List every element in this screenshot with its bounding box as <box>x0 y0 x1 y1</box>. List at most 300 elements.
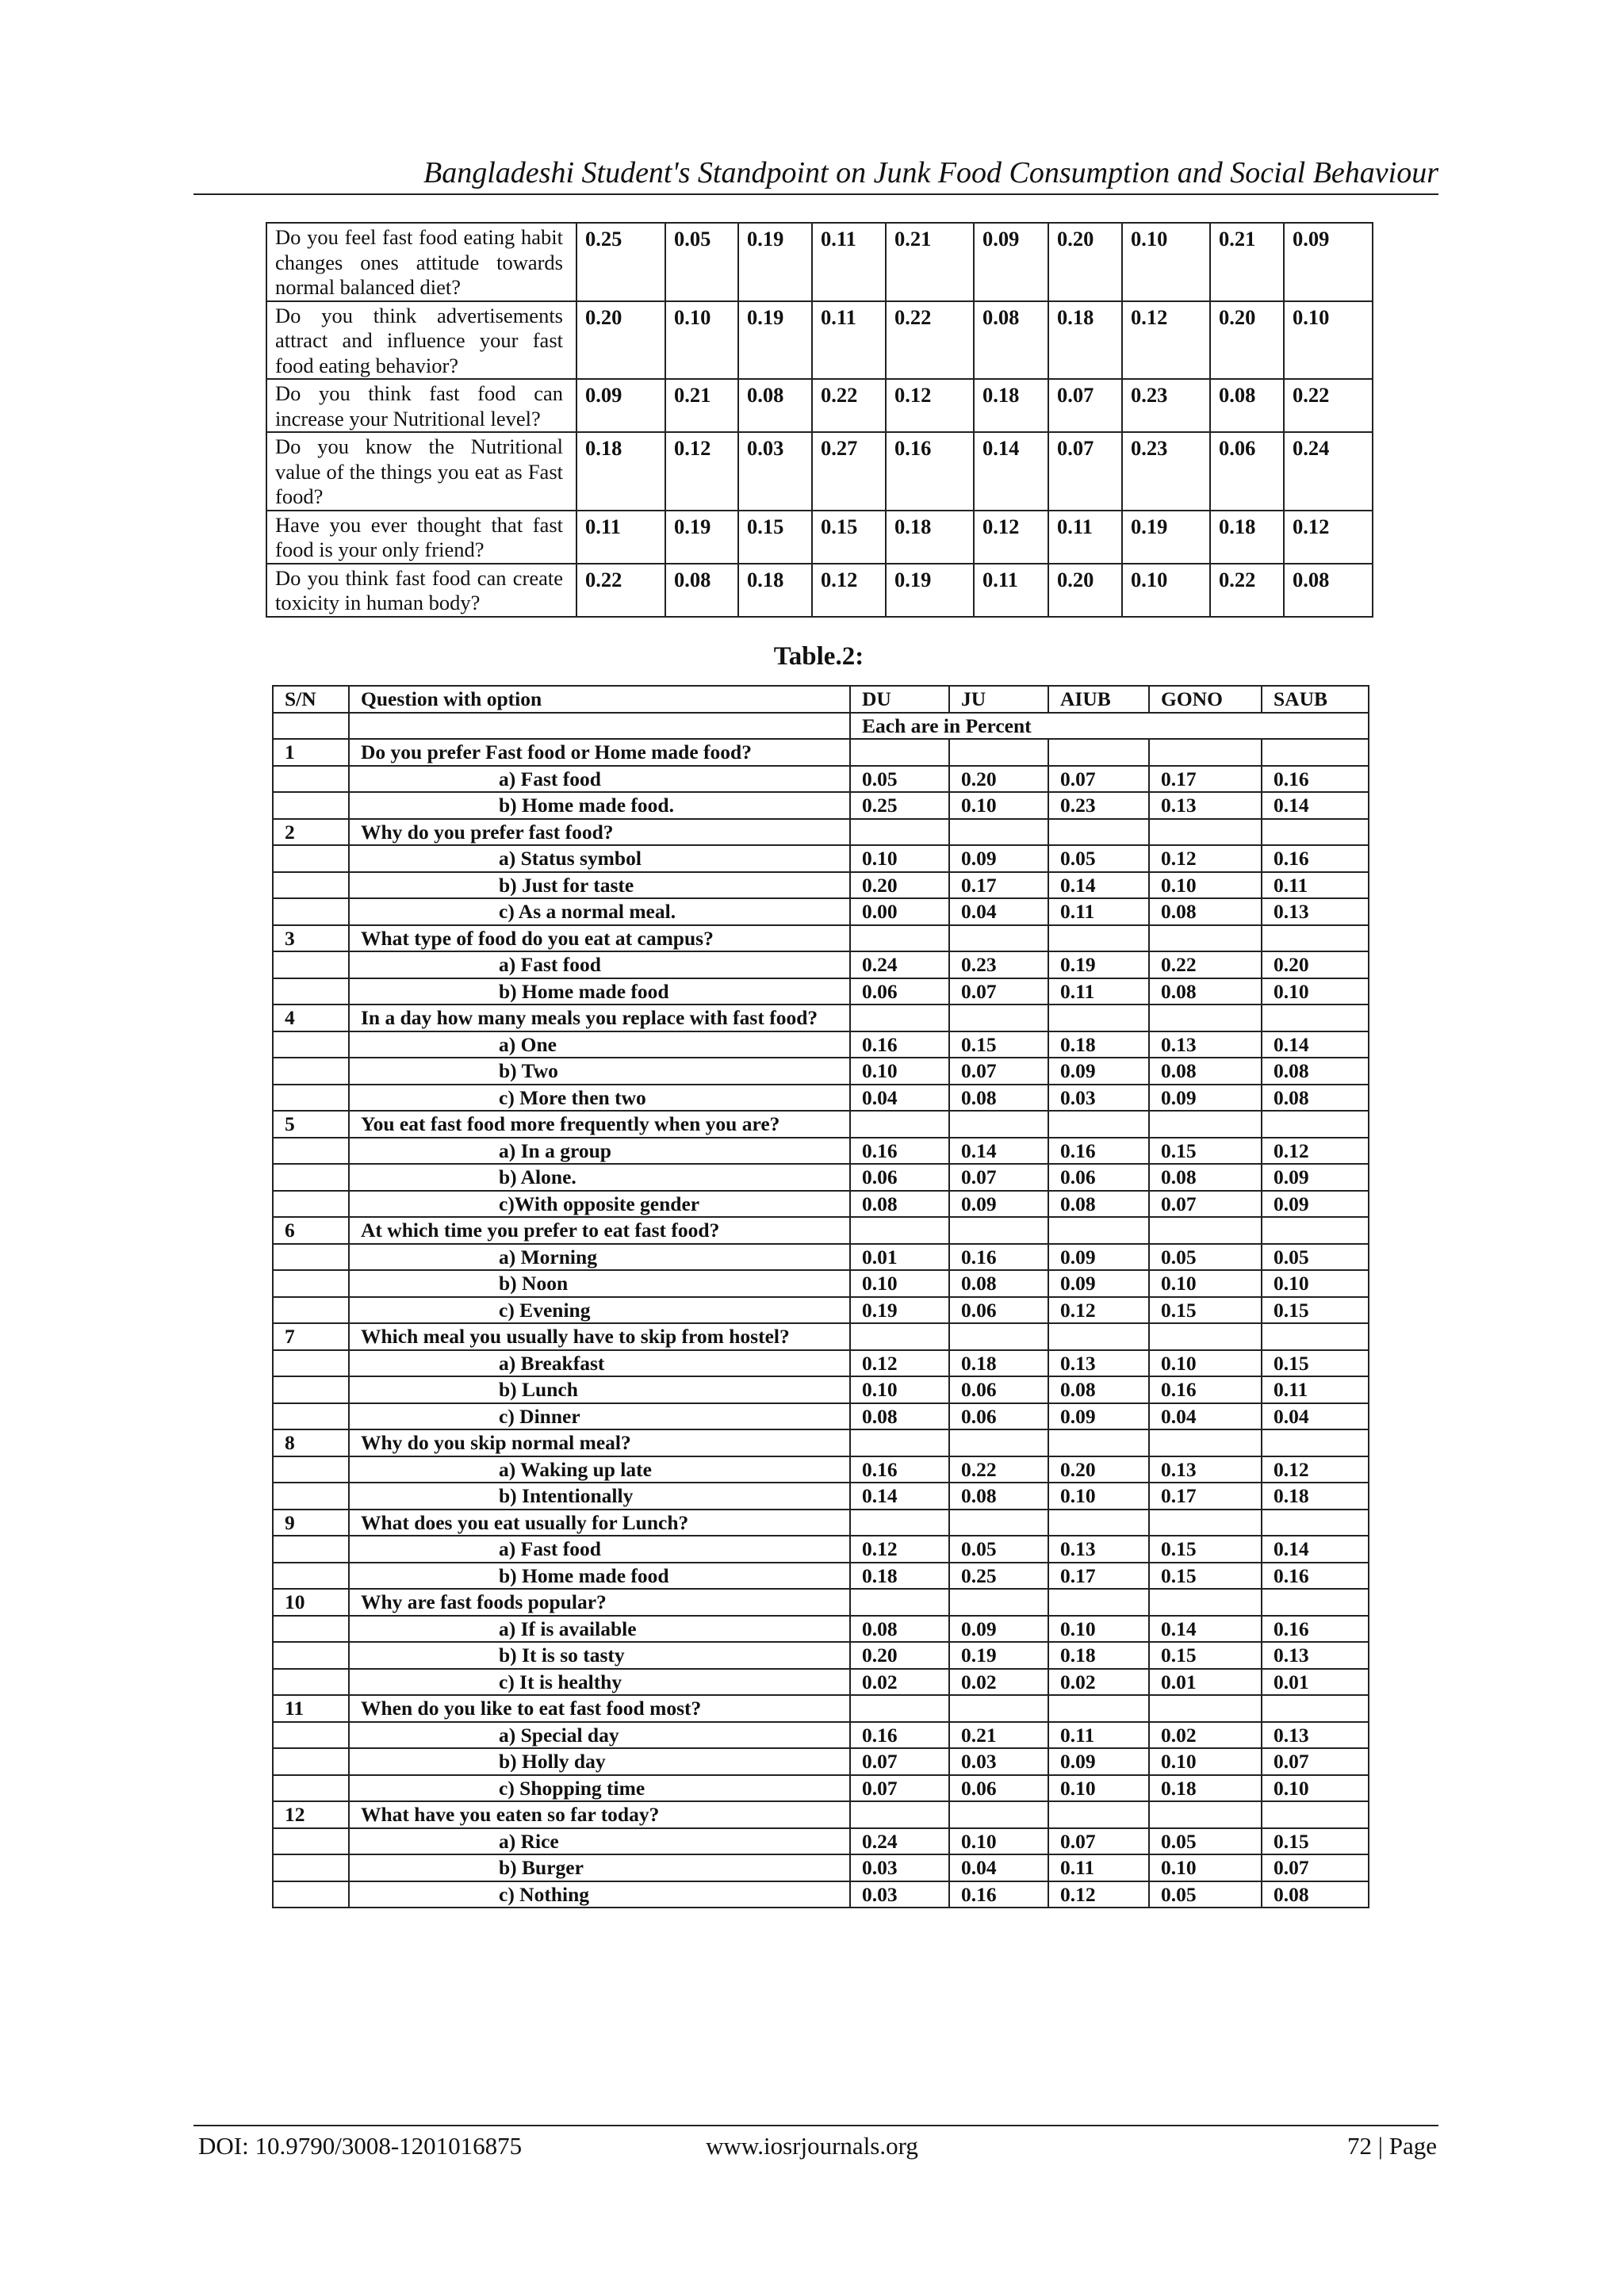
value-cell: 0.07 <box>850 1775 949 1802</box>
header-ju: JU <box>949 686 1048 713</box>
empty-cell <box>1262 925 1369 952</box>
value-cell: 0.05 <box>665 223 738 301</box>
value-cell: 0.19 <box>665 511 738 564</box>
value-cell: 0.08 <box>1210 379 1284 432</box>
value-cell: 0.19 <box>738 223 812 301</box>
table-row <box>266 564 1373 617</box>
question-row <box>273 1429 1369 1456</box>
value-cell: 0.14 <box>1262 792 1369 819</box>
option-row <box>273 1297 1369 1324</box>
empty-cell <box>1262 1111 1369 1138</box>
empty-cell <box>1048 1111 1149 1138</box>
question-cell: Do you think fast food can increase your Nutritional level? <box>266 379 576 432</box>
value-cell: 0.09 <box>1048 1244 1149 1271</box>
empty-cell <box>949 1323 1048 1350</box>
value-cell: 0.11 <box>974 564 1048 617</box>
option-row <box>273 1244 1369 1271</box>
empty-cell <box>273 845 349 872</box>
option-row <box>273 1536 1369 1563</box>
question-cell: Do you feel fast food eating habit changes ones attitude towards normal balanced diet? <box>266 223 576 301</box>
empty-cell <box>1262 1217 1369 1244</box>
value-cell: 0.09 <box>974 223 1048 301</box>
table-row <box>266 379 1373 432</box>
header-aiub: AIUB <box>1048 686 1149 713</box>
question-cell: What type of food do you eat at campus? <box>349 925 850 952</box>
value-cell: 0.15 <box>1149 1297 1262 1324</box>
value-cell: 0.20 <box>1048 564 1122 617</box>
value-cell: 0.16 <box>850 1031 949 1058</box>
value-cell: 0.23 <box>1122 379 1210 432</box>
value-cell: 0.06 <box>949 1403 1048 1430</box>
value-cell: 0.12 <box>1149 845 1262 872</box>
empty-cell <box>1262 1004 1369 1031</box>
option-cell: a) In a group <box>349 1138 850 1165</box>
empty-cell <box>949 1510 1048 1536</box>
value-cell: 0.19 <box>850 1297 949 1324</box>
value-cell: 0.07 <box>949 1164 1048 1191</box>
empty-cell <box>1048 1589 1149 1616</box>
option-cell: c) Dinner <box>349 1403 850 1430</box>
value-cell: 0.16 <box>1262 766 1369 793</box>
value-cell: 0.04 <box>949 1854 1048 1881</box>
value-cell: 0.18 <box>1048 1642 1149 1669</box>
empty-cell <box>1149 1111 1262 1138</box>
value-cell: 0.14 <box>1149 1616 1262 1643</box>
value-cell: 0.12 <box>665 432 738 511</box>
value-cell: 0.08 <box>1149 1164 1262 1191</box>
header-sn: S/N <box>273 686 349 713</box>
option-row <box>273 1483 1369 1510</box>
sn-cell: 6 <box>273 1217 349 1244</box>
empty-cell <box>850 1801 949 1828</box>
value-cell: 0.13 <box>1262 1722 1369 1749</box>
option-cell: a) Waking up late <box>349 1456 850 1483</box>
value-cell: 0.04 <box>1262 1403 1369 1430</box>
value-cell: 0.19 <box>1048 951 1149 978</box>
value-cell: 0.18 <box>850 1563 949 1590</box>
empty-cell <box>850 925 949 952</box>
value-cell: 0.22 <box>576 564 665 617</box>
value-cell: 0.15 <box>1262 1828 1369 1855</box>
empty-cell <box>273 1058 349 1085</box>
value-cell: 0.25 <box>850 792 949 819</box>
value-cell: 0.13 <box>1262 1642 1369 1669</box>
empty-cell <box>273 1164 349 1191</box>
value-cell: 0.16 <box>949 1244 1048 1271</box>
empty-cell <box>1149 1323 1262 1350</box>
question-row <box>273 1004 1369 1031</box>
empty-cell <box>273 1642 349 1669</box>
value-cell: 0.07 <box>1048 432 1122 511</box>
value-cell: 0.03 <box>738 432 812 511</box>
value-cell: 0.21 <box>886 223 974 301</box>
value-cell: 0.16 <box>1048 1138 1149 1165</box>
option-row <box>273 792 1369 819</box>
option-cell: c) Shopping time <box>349 1775 850 1802</box>
option-cell: b) Intentionally <box>349 1483 850 1510</box>
value-cell: 0.16 <box>1262 1616 1369 1643</box>
value-cell: 0.15 <box>1262 1297 1369 1324</box>
value-cell: 0.03 <box>949 1748 1048 1775</box>
value-cell: 0.11 <box>1262 872 1369 899</box>
empty-cell <box>850 1510 949 1536</box>
value-cell: 0.14 <box>1262 1031 1369 1058</box>
empty-cell <box>1262 1801 1369 1828</box>
empty-cell <box>850 1429 949 1456</box>
empty-cell <box>1149 739 1262 766</box>
value-cell: 0.17 <box>1149 1483 1262 1510</box>
value-cell: 0.12 <box>886 379 974 432</box>
empty-cell <box>273 872 349 899</box>
value-cell: 0.09 <box>1048 1270 1149 1297</box>
question-row <box>273 1217 1369 1244</box>
empty-cell <box>949 1589 1048 1616</box>
option-cell: a) Fast food <box>349 766 850 793</box>
value-cell: 0.24 <box>1284 432 1373 511</box>
option-cell: b) Holly day <box>349 1748 850 1775</box>
option-cell: a) Fast food <box>349 951 850 978</box>
table-row <box>266 511 1373 564</box>
empty-cell <box>1149 1217 1262 1244</box>
empty-cell <box>949 1217 1048 1244</box>
question-cell: Which meal you usually have to skip from hostel? <box>349 1323 850 1350</box>
table-row <box>266 432 1373 511</box>
option-row <box>273 1164 1369 1191</box>
sn-cell: 8 <box>273 1429 349 1456</box>
value-cell: 0.14 <box>1262 1536 1369 1563</box>
option-row <box>273 1642 1369 1669</box>
empty-cell <box>1262 1323 1369 1350</box>
header-rule <box>193 193 1438 195</box>
value-cell: 0.10 <box>665 301 738 380</box>
header-saub: SAUB <box>1262 686 1369 713</box>
option-cell: b) Just for taste <box>349 872 850 899</box>
value-cell: 0.21 <box>665 379 738 432</box>
value-cell: 0.10 <box>1149 1270 1262 1297</box>
option-row <box>273 1456 1369 1483</box>
empty-cell <box>949 1429 1048 1456</box>
value-cell: 0.06 <box>949 1297 1048 1324</box>
empty-cell <box>949 925 1048 952</box>
value-cell: 0.05 <box>1149 1881 1262 1908</box>
option-cell: a) Morning <box>349 1244 850 1271</box>
value-cell: 0.10 <box>949 792 1048 819</box>
question-cell: Why do you prefer fast food? <box>349 819 850 846</box>
value-cell: 0.05 <box>949 1536 1048 1563</box>
table-1-continuation <box>266 222 1373 618</box>
question-row <box>273 739 1369 766</box>
value-cell: 0.11 <box>1048 1722 1149 1749</box>
value-cell: 0.13 <box>1149 1456 1262 1483</box>
option-row <box>273 766 1369 793</box>
empty-cell <box>273 1669 349 1696</box>
value-cell: 0.20 <box>576 301 665 380</box>
value-cell: 0.17 <box>1149 766 1262 793</box>
value-cell: 0.07 <box>1048 766 1149 793</box>
value-cell: 0.19 <box>1122 511 1210 564</box>
value-cell: 0.22 <box>1284 379 1373 432</box>
value-cell: 0.10 <box>1048 1483 1149 1510</box>
empty-cell <box>949 1801 1048 1828</box>
value-cell: 0.15 <box>1149 1642 1262 1669</box>
value-cell: 0.09 <box>1149 1085 1262 1112</box>
option-row <box>273 1828 1369 1855</box>
empty-cell <box>273 766 349 793</box>
empty-cell <box>273 1244 349 1271</box>
value-cell: 0.12 <box>1262 1138 1369 1165</box>
option-cell: b) Alone. <box>349 1164 850 1191</box>
value-cell: 0.08 <box>949 1483 1048 1510</box>
empty-cell <box>850 1695 949 1722</box>
empty-cell <box>949 819 1048 846</box>
value-cell: 0.20 <box>1262 951 1369 978</box>
empty-cell <box>850 819 949 846</box>
question-cell: What have you eaten so far today? <box>349 1801 850 1828</box>
value-cell: 0.12 <box>1262 1456 1369 1483</box>
option-row <box>273 1191 1369 1218</box>
empty-cell <box>273 1376 349 1403</box>
value-cell: 0.09 <box>1048 1058 1149 1085</box>
empty-cell <box>273 1616 349 1643</box>
value-cell: 0.07 <box>1149 1191 1262 1218</box>
value-cell: 0.15 <box>1149 1536 1262 1563</box>
value-cell: 0.13 <box>1048 1350 1149 1377</box>
value-cell: 0.16 <box>850 1456 949 1483</box>
value-cell: 0.16 <box>850 1138 949 1165</box>
option-row <box>273 1722 1369 1749</box>
value-cell: 0.01 <box>1262 1669 1369 1696</box>
option-cell: a) Breakfast <box>349 1350 850 1377</box>
empty-cell <box>1048 1510 1149 1536</box>
value-cell: 0.07 <box>949 1058 1048 1085</box>
value-cell: 0.19 <box>886 564 974 617</box>
footer-rule <box>193 2125 1438 2126</box>
option-cell: a) Special day <box>349 1722 850 1749</box>
value-cell: 0.12 <box>1284 511 1373 564</box>
value-cell: 0.08 <box>738 379 812 432</box>
value-cell: 0.07 <box>850 1748 949 1775</box>
running-head: Bangladeshi Student's Standpoint on Junk Food Consumption and Social Behaviour <box>423 156 1438 189</box>
sn-cell: 2 <box>273 819 349 846</box>
table-row <box>266 301 1373 380</box>
empty-cell <box>273 1563 349 1590</box>
option-cell: c) More then two <box>349 1085 850 1112</box>
empty-cell <box>273 1350 349 1377</box>
value-cell: 0.10 <box>949 1828 1048 1855</box>
empty-cell <box>273 1031 349 1058</box>
empty-cell <box>273 1828 349 1855</box>
value-cell: 0.11 <box>1048 511 1122 564</box>
value-cell: 0.08 <box>1048 1191 1149 1218</box>
value-cell: 0.00 <box>850 898 949 925</box>
option-cell: b) Lunch <box>349 1376 850 1403</box>
value-cell: 0.10 <box>850 845 949 872</box>
value-cell: 0.10 <box>1149 1748 1262 1775</box>
value-cell: 0.11 <box>1048 1854 1149 1881</box>
value-cell: 0.10 <box>1048 1616 1149 1643</box>
value-cell: 0.14 <box>850 1483 949 1510</box>
value-cell: 0.03 <box>850 1854 949 1881</box>
empty-cell <box>1048 819 1149 846</box>
value-cell: 0.09 <box>949 1616 1048 1643</box>
value-cell: 0.23 <box>1048 792 1149 819</box>
value-cell: 0.07 <box>949 978 1048 1005</box>
option-row <box>273 1881 1369 1908</box>
question-cell: When do you like to eat fast food most? <box>349 1695 850 1722</box>
option-cell: a) One <box>349 1031 850 1058</box>
value-cell: 0.16 <box>1262 845 1369 872</box>
value-cell: 0.18 <box>974 379 1048 432</box>
value-cell: 0.03 <box>1048 1085 1149 1112</box>
value-cell: 0.22 <box>1210 564 1284 617</box>
empty-cell <box>949 1695 1048 1722</box>
value-cell: 0.15 <box>1149 1138 1262 1165</box>
question-row <box>273 1510 1369 1536</box>
value-cell: 0.20 <box>1210 301 1284 380</box>
value-cell: 0.05 <box>1262 1244 1369 1271</box>
value-cell: 0.10 <box>1048 1775 1149 1802</box>
value-cell: 0.18 <box>576 432 665 511</box>
value-cell: 0.22 <box>949 1456 1048 1483</box>
value-cell: 0.18 <box>949 1350 1048 1377</box>
empty-cell <box>1048 1429 1149 1456</box>
option-row <box>273 1775 1369 1802</box>
value-cell: 0.08 <box>850 1616 949 1643</box>
option-row <box>273 1563 1369 1590</box>
value-cell: 0.13 <box>1149 1031 1262 1058</box>
value-cell: 0.09 <box>1048 1403 1149 1430</box>
value-cell: 0.10 <box>1122 223 1210 301</box>
empty-cell <box>1149 1429 1262 1456</box>
value-cell: 0.02 <box>1048 1669 1149 1696</box>
value-cell: 0.08 <box>974 301 1048 380</box>
value-cell: 0.09 <box>949 845 1048 872</box>
empty-cell <box>1149 819 1262 846</box>
empty-cell <box>273 1536 349 1563</box>
value-cell: 0.08 <box>850 1191 949 1218</box>
value-cell: 0.22 <box>886 301 974 380</box>
value-cell: 0.13 <box>1262 898 1369 925</box>
option-cell: b) It is so tasty <box>349 1642 850 1669</box>
value-cell: 0.19 <box>738 301 812 380</box>
value-cell: 0.08 <box>1149 898 1262 925</box>
value-cell: 0.16 <box>949 1881 1048 1908</box>
empty-cell <box>273 1775 349 1802</box>
value-cell: 0.01 <box>1149 1669 1262 1696</box>
empty-cell <box>1262 739 1369 766</box>
value-cell: 0.04 <box>850 1085 949 1112</box>
value-cell: 0.18 <box>738 564 812 617</box>
empty-cell <box>1262 1510 1369 1536</box>
question-cell: Do you prefer Fast food or Home made food? <box>349 739 850 766</box>
value-cell: 0.10 <box>1284 301 1373 380</box>
option-cell: c) Evening <box>349 1297 850 1324</box>
value-cell: 0.20 <box>850 872 949 899</box>
option-cell: a) Fast food <box>349 1536 850 1563</box>
value-cell: 0.09 <box>1284 223 1373 301</box>
value-cell: 0.12 <box>974 511 1048 564</box>
header-du: DU <box>850 686 949 713</box>
empty-cell <box>273 1085 349 1112</box>
value-cell: 0.14 <box>974 432 1048 511</box>
question-cell: Why do you skip normal meal? <box>349 1429 850 1456</box>
value-cell: 0.16 <box>886 432 974 511</box>
value-cell: 0.08 <box>1262 1881 1369 1908</box>
value-cell: 0.18 <box>1048 301 1122 380</box>
value-cell: 0.20 <box>949 766 1048 793</box>
question-cell: Why are fast foods popular? <box>349 1589 850 1616</box>
value-cell: 0.10 <box>1149 1854 1262 1881</box>
empty-cell <box>850 1004 949 1031</box>
option-row <box>273 1403 1369 1430</box>
empty-cell <box>1048 739 1149 766</box>
empty-cell <box>850 1323 949 1350</box>
empty-cell <box>1262 1589 1369 1616</box>
question-cell: Do you think advertisements attract and influence your fast food eating behavior? <box>266 301 576 380</box>
value-cell: 0.22 <box>812 379 886 432</box>
value-cell: 0.06 <box>850 1164 949 1191</box>
value-cell: 0.03 <box>850 1881 949 1908</box>
value-cell: 0.16 <box>850 1722 949 1749</box>
value-cell: 0.22 <box>1149 951 1262 978</box>
empty-cell <box>1262 1695 1369 1722</box>
empty-cell <box>273 951 349 978</box>
empty-cell <box>273 1854 349 1881</box>
value-cell: 0.06 <box>949 1376 1048 1403</box>
value-cell: 0.18 <box>1210 511 1284 564</box>
empty-cell <box>1149 1510 1262 1536</box>
value-cell: 0.18 <box>1048 1031 1149 1058</box>
sn-cell: 9 <box>273 1510 349 1536</box>
sn-cell: 3 <box>273 925 349 952</box>
option-row <box>273 872 1369 899</box>
value-cell: 0.09 <box>1262 1191 1369 1218</box>
empty-cell <box>850 739 949 766</box>
value-cell: 0.08 <box>1262 1085 1369 1112</box>
option-cell: c) It is healthy <box>349 1669 850 1696</box>
value-cell: 0.25 <box>949 1563 1048 1590</box>
empty-cell <box>949 1111 1048 1138</box>
empty-cell <box>1262 1429 1369 1456</box>
sn-cell: 12 <box>273 1801 349 1828</box>
value-cell: 0.24 <box>850 1828 949 1855</box>
value-cell: 0.08 <box>1149 1058 1262 1085</box>
empty-cell <box>273 978 349 1005</box>
value-cell: 0.27 <box>812 432 886 511</box>
value-cell: 0.13 <box>1149 792 1262 819</box>
value-cell: 0.15 <box>1262 1350 1369 1377</box>
value-cell: 0.07 <box>1262 1748 1369 1775</box>
value-cell: 0.20 <box>850 1642 949 1669</box>
question-cell: You eat fast food more frequently when you are? <box>349 1111 850 1138</box>
value-cell: 0.08 <box>665 564 738 617</box>
question-cell: Have you ever thought that fast food is your only friend? <box>266 511 576 564</box>
empty-cell <box>1149 1695 1262 1722</box>
empty-cell <box>1048 925 1149 952</box>
option-row <box>273 978 1369 1005</box>
value-cell: 0.09 <box>1048 1748 1149 1775</box>
unit-note: Each are in Percent <box>850 713 1369 740</box>
empty-cell <box>273 1881 349 1908</box>
option-cell: c) Nothing <box>349 1881 850 1908</box>
footer-site: www.iosrjournals.org <box>706 2132 918 2160</box>
value-cell: 0.08 <box>1149 978 1262 1005</box>
sn-cell: 1 <box>273 739 349 766</box>
value-cell: 0.12 <box>1048 1297 1149 1324</box>
empty-cell <box>1149 925 1262 952</box>
value-cell: 0.16 <box>1262 1563 1369 1590</box>
value-cell: 0.09 <box>576 379 665 432</box>
